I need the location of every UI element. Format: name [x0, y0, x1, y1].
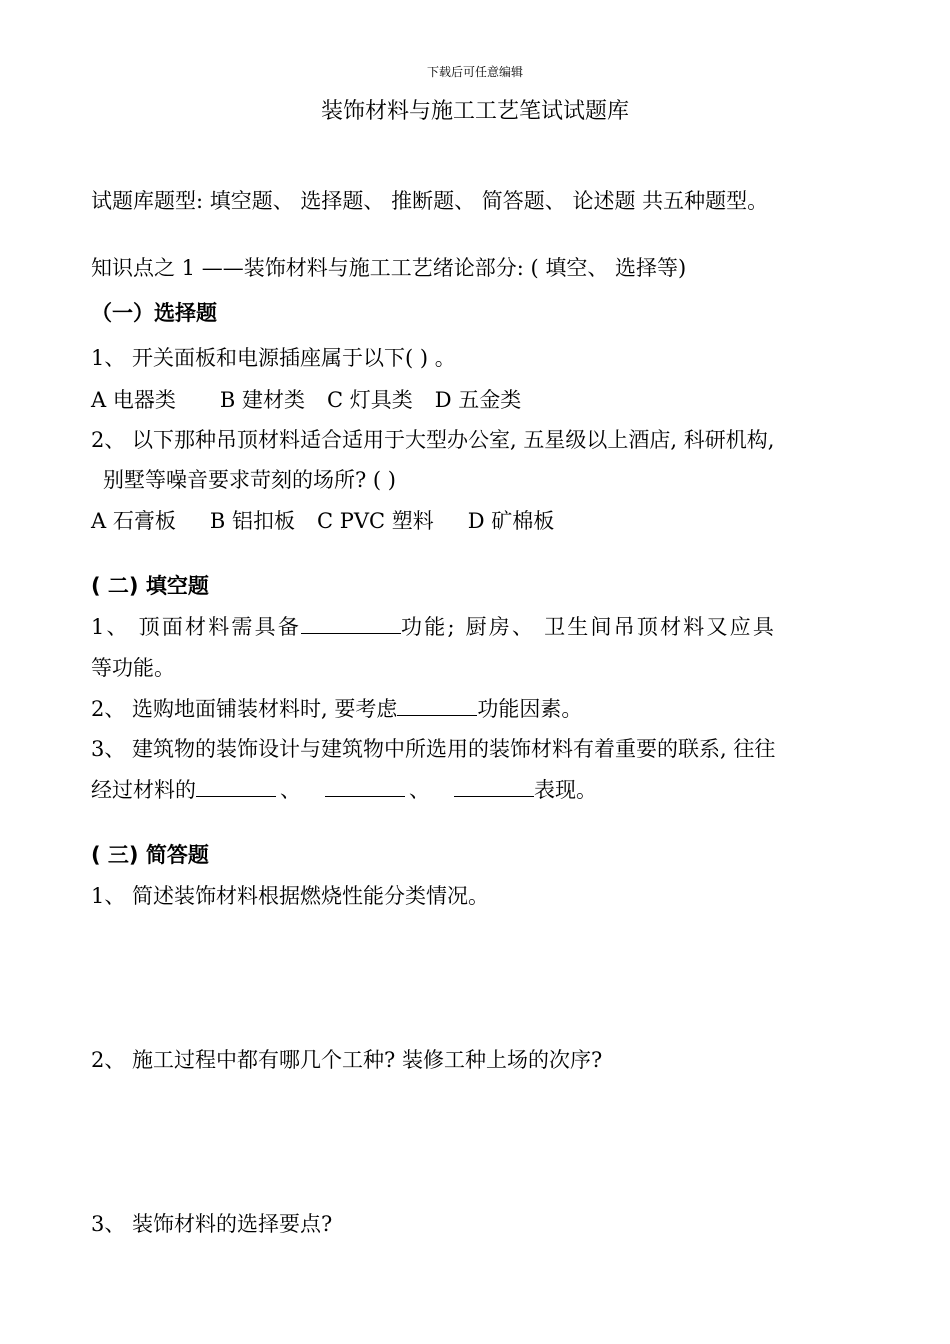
separator: 、	[409, 778, 430, 802]
fill-question-1-line2: 等功能。	[91, 656, 175, 680]
section-heading-choice: （一）选择题	[91, 301, 217, 325]
option-c: C 灯具类	[326, 388, 413, 412]
fill-question-2	[91, 695, 582, 723]
choice-question-2-options	[91, 507, 580, 535]
document-title: 装饰材料与施工工艺笔试试题库	[320, 99, 629, 124]
option-d: D 五金类	[434, 388, 522, 412]
choice-question-2-line1: 2、 以下那种吊顶材料适合适用于大型办公室, 五星级以上酒店, 科研机构,	[91, 428, 775, 452]
option-a: A 电器类	[91, 388, 176, 412]
header-note: 下载后可任意编辑	[426, 65, 523, 79]
choice-question-2-line2: 别墅等噪音要求苛刻的场所? ( )	[103, 468, 396, 492]
fill-question-3-prefix: 经过材料的	[91, 778, 196, 802]
answer-blank	[397, 695, 477, 716]
fill-question-1-line1	[91, 613, 776, 641]
answer-blank	[325, 776, 405, 797]
choice-question-1: 1、 开关面板和电源插座属于以下( ) 。	[91, 346, 456, 370]
option-a: A 石膏板	[91, 509, 176, 533]
choice-question-1-options	[91, 386, 547, 414]
option-b: B 建材类	[219, 388, 305, 412]
fill-question-1-prefix: 1、 顶面材料需具备	[91, 615, 302, 639]
answer-blank	[454, 776, 534, 797]
short-answer-question-3: 3、 装饰材料的选择要点?	[91, 1212, 333, 1236]
answer-blank	[196, 776, 276, 797]
fill-question-2-prefix: 2、 选购地面铺装材料时, 要考虑	[91, 697, 398, 721]
separator: 、	[280, 778, 301, 802]
fill-question-2-suffix: 功能因素。	[477, 697, 583, 721]
knowledge-point: 知识点之 1 ——装饰材料与施工工艺绪论部分: ( 填空、 选择等)	[91, 256, 687, 280]
option-c: C PVC 塑料	[316, 509, 434, 533]
fill-question-1-middle: 功能; 厨房、 卫生间吊顶材料又应具	[401, 615, 777, 639]
option-d: D 矿棉板	[467, 509, 555, 533]
option-b: B 铝扣板	[209, 509, 295, 533]
short-answer-question-2: 2、 施工过程中都有哪几个工种? 装修工种上场的次序?	[91, 1048, 603, 1072]
fill-question-3-line2	[91, 776, 597, 804]
fill-question-3-suffix: 表现。	[534, 778, 597, 802]
answer-blank	[301, 613, 401, 634]
intro-text: 试题库题型: 填空题、 选择题、 推断题、 简答题、 论述题 共五种题型。	[91, 189, 769, 213]
short-answer-question-1: 1、 简述装饰材料根据燃烧性能分类情况。	[91, 884, 490, 908]
section-heading-fill: ( 二) 填空题	[91, 574, 209, 598]
fill-question-3-line1: 3、 建筑物的装饰设计与建筑物中所选用的装饰材料有着重要的联系, 往往	[91, 737, 776, 761]
section-heading-short-answer: ( 三) 简答题	[91, 843, 209, 867]
